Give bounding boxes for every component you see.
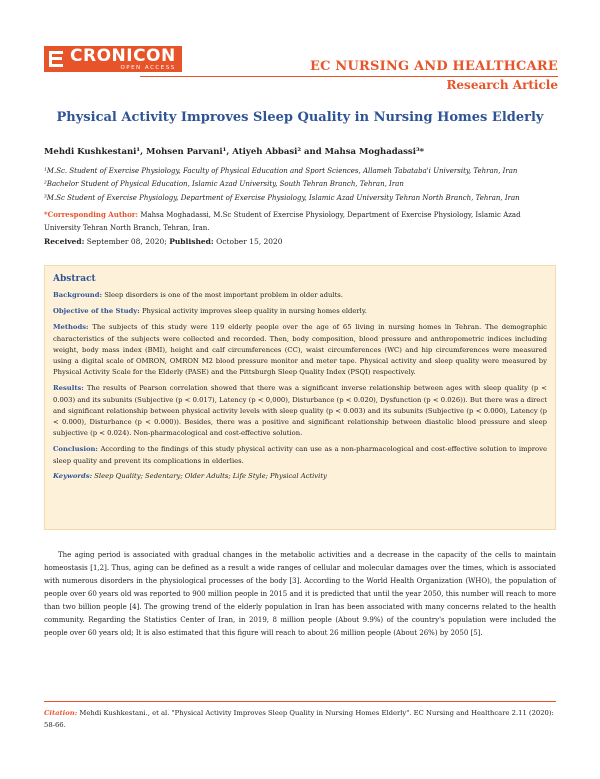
journal-name: EC NURSING AND HEALTHCARE (309, 59, 558, 74)
abstract-methods (53, 322, 547, 378)
published-date: October 15, 2020 (216, 237, 283, 246)
keywords (53, 472, 547, 480)
conclusion-label: Conclusion: (53, 445, 98, 454)
keywords-text: Sleep Quality; Sedentary; Older Adults; Life Style; Physical Activity (94, 471, 327, 480)
published-label: Published: (169, 237, 214, 246)
conclusion-text: According to the findings of this study physical activity can use as a non-pharmacological and cost-effective solution to improve sleep quality and prevent its complications in elderlies. (53, 445, 547, 465)
abstract-results (53, 383, 547, 439)
received-date: September 08, 2020; (86, 237, 167, 246)
affiliation-2: ²Bachelor Student of Physical Education, Islamic Azad University, South Tehran Branch, Tehran, Iran (44, 180, 404, 188)
results-label: Results: (53, 384, 84, 393)
results-text: The results of Pearson correlation showed that there was a significant inverse relationship between ages with sleep quality (p < 0.003) and its subunits (Subjective (p < 0.017), Latency (p < 0,000), Disturbance (p < 0.020), Dysfunction (p < 0.026)). But there was a direct and significant relationship between physical activity levels with sleep quality (p < 0.003) and its subunits (Subjective (p < 0.000), Latency (p < 0.000), Disturbance (p < 0.000)). Besides, there was a positive and significant relationship between diastolic blood pressure and sleep subjective (p < 0.024). Non-pharmacological and cost-effective solution. (53, 384, 547, 438)
corresponding-author (44, 208, 556, 235)
abstract-conclusion (53, 444, 547, 466)
abstract-objective (53, 306, 547, 317)
corresponding-text: Mahsa Moghadassi, M.Sc Student of Exercise Physiology, Department of Exercise Physiology, Islamic Azad University Tehran North Branch, Tehran, Iran. (44, 211, 521, 232)
paper-title: Physical Activity Improves Sleep Quality in Nursing Homes Elderly (56, 110, 544, 125)
objective-text: Physical activity improves sleep quality in nursing homes elderly. (141, 307, 367, 316)
keywords-label: Keywords: (53, 471, 93, 480)
citation-label: Citation: (44, 709, 78, 717)
article-type: Research Article (446, 78, 558, 92)
logo-wordmark (68, 46, 182, 72)
affiliation-3: ³M.Sc Student of Exercise Physiology, Department of Exercise Physiology, Islamic Azad University Tehran North Branch, Tehran, Iran (44, 194, 520, 202)
objective-label: Objective of the Study: (53, 307, 140, 316)
logo-e-icon (44, 46, 68, 72)
citation-text: Mehdi Kushkestani., et al. "Physical Activity Improves Sleep Quality in Nursing Homes Elderly". EC Nursing and Healthcare 2.11 (2020): 58-66. (44, 709, 554, 729)
abstract-background (53, 290, 547, 301)
background-text: Sleep disorders is one of the most important problem in older adults. (104, 291, 343, 299)
publication-dates (44, 237, 283, 246)
header-divider (140, 76, 558, 77)
abstract-title: Abstract (53, 274, 96, 284)
methods-text: The subjects of this study were 119 elderly people over the age of 65 living in nursing homes in Tehran. The demographic characteristics of the subjects were collected and recorded. Then, body composition, blood pressure and anthropometric indices including weight, body mass index (BMI), height and calf circumferences (CC), waist circumferences (WC) and hip circumferences were measured using a digital scale of OMRON, OMRON M2 blood pressure monitor and meter tape. Physical activity and sleep quality were measured by Physical Activity Scale for the Elderly (PASE) and the Pittsburgh Sleep Quality Index (PSQI) respectively. (53, 323, 547, 377)
received-label: Received: (44, 237, 85, 246)
intro-paragraph: The aging period is associated with gradual changes in the metabolic activities and a decrease in the capacity of the cells to maintain homeostasis [1,2]. Thus, aging can be defined as a result a wide ranges of cellular and molecular damages over the times, which is associated with numerous disorders in the physiological processes of the body [3]. According to the World Health Organization (WHO), the population of people over 60 years old was reported to 900 million people in 2015 and it is predicted that until the year 2050, this number will reach to more than two billion people [4]. The growing trend of the elderly population in Iran has been associated with many concerns related to the health community. Regarding the Statistics Center of Iran, in 2019, 8 million people (About 9.9%) of the country's population were included the people over 60 years old; It is also estimated that this figure will reach to about 26 million people (About 26%) by 2050 [5]. (44, 551, 556, 637)
logo-name: CRONICON (70, 45, 176, 66)
corresponding-label: *Corresponding Author: (44, 210, 139, 219)
background-label: Background: (53, 291, 103, 299)
affiliation-1: ¹M.Sc. Student of Exercise Physiology, Faculty of Physical Education and Sport Sciences, Allameh Tabataba'i University, Tehran, Iran (44, 167, 518, 175)
authors: Mehdi Kushkestani¹, Mohsen Parvani¹, Atiyeh Abbasi² and Mahsa Moghadassi³* (44, 147, 425, 157)
methods-label: Methods: (53, 323, 89, 332)
logo-subtitle: OPEN ACCESS (120, 64, 176, 71)
publisher-logo (44, 46, 182, 72)
abstract-box (44, 265, 556, 530)
citation (44, 701, 556, 731)
